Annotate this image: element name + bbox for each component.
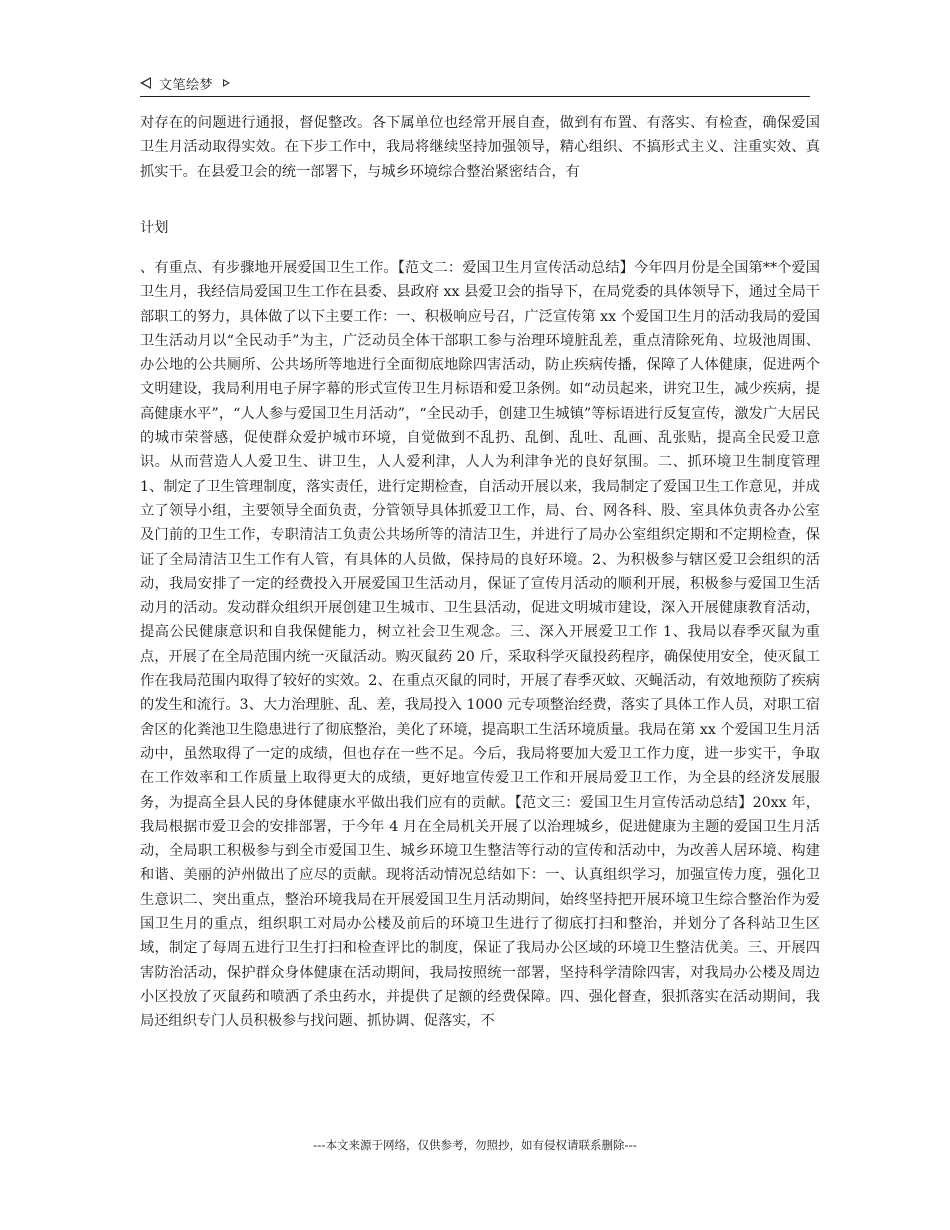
page-footer: ---本文来源于网络，仅供参考，勿照抄，如有侵权请联系删除---: [313, 1138, 637, 1152]
plan-label: 计划: [140, 220, 169, 236]
triangle-left-icon: [140, 77, 151, 89]
triangle-right-icon: [223, 79, 230, 87]
body-paragraph-1: 对存在的问题进行通报，督促整改。各下属单位也经常开展自查，做到有布置、有落实、有检查，确保爱国卫生月活动取得实效。在下步工作中，我局将继续坚持加强领导，精心组织、不搞形式主义、注重实效、真抓实干。在县爱卫会的统一部署下，与城乡环境综合整治紧密结合，有: [140, 115, 820, 180]
page-header: [140, 70, 810, 97]
header-brand: 文笔绘梦: [159, 77, 214, 93]
body-paragraph-2: 、有重点、有步骤地开展爱国卫生工作。【范文二：爱国卫生月宣传活动总结】今年四月份是全国第**个爱国卫生月，我经信局爱国卫生工作在县委、县政府 xx 县爱卫会的指导下，在局党委的具体领导下，通过全局干部职工的努力，具体做了以下主要工作：一、积极响应号召，广泛宣传第 xx 个爱国卫生月的活动我局的爱国卫生活动月以“全民动手”为主，广泛动员全体干部职工参与治理环境脏乱差，重点清除死角、垃圾池周围、办公地的公共厕所、公共场所等地进行全面彻底地除四害活动，防止疾病传播，保障了人体健康，促进两个文明建设，我局利用电子屏字幕的形式宣传卫生月标语和爱卫条例。如“动员起来，讲究卫生，减少疾病，提高健康水平”，“人人参与爱国卫生月活动”，“全民动手，创建卫生城镇”等标语进行反复宣传，激发广大居民的城市荣誉感，促使群众爱护城市环境，自觉做到不乱扔、乱倒、乱吐、乱画、乱张贴，提高全民爱卫意识。从而营造人人爱卫生、讲卫生，人人爱利津，人人为利津争光的良好氛围。二、抓环境卫生制度管理 1、制定了卫生管理制度，落实责任，进行定期检查，自活动开展以来，我局制定了爱国卫生工作意见，并成立了领导小组，主要领导全面负责，分管领导具体抓爱卫工作，局、台、网各科、股、室具体负责各办公室及门前的卫生工作，专职清洁工负责公共场所等的清洁卫生，并进行了局办公室组织定期和不定期检查，保证了全局清洁卫生工作有人管，有具体的人员做，保持局的良好环境。2、为积极参与辖区爱卫会组织的活动，我局安排了一定的经费投入开展爱国卫生活动月，保证了宣传月活动的顺利开展，积极参与爱国卫生活动月的活动。发动群众组织开展创建卫生城市、卫生县活动，促进文明城市建设，深入开展健康教育活动，提高公民健康意识和自我保健能力，树立社会卫生观念。三、深入开展爱卫工作 1、我局以春季灭鼠为重点，开展了在全局范围内统一灭鼠活动。购灭鼠药 20 斤，采取科学灭鼠投药程序，确保使用安全，使灭鼠工作在我局范围内取得了较好的实效。2、在重点灭鼠的同时，开展了春季灭蚊、灭蝇活动，有效地预防了疾病的发生和流行。3、大力治理脏、乱、差，我局投入 1000 元专项整治经费，落实了具体工作人员，对职工宿舍区的化粪池卫生隐患进行了彻底整治，美化了环境，提高职工生活环境质量。我局在第 xx 个爱国卫生月活动中，虽然取得了一定的成绩，但也存在一些不足。今后，我局将要加大爱卫工作力度，进一步实干，争取在工作效率和工作质量上取得更大的成绩，更好地宣传爱卫工作和开展局爱卫工作，为全县的经济发展服务，为提高全县人民的身体健康水平做出我们应有的贡献。【范文三：爱国卫生月宣传活动总结】20xx 年，我局根据市爱卫会的安排部署，于今年 4 月在全局机关开展了以治理城乡，促进健康为主题的爱国卫生月活动，全局职工积极参与到全市爱国卫生、城乡环境卫生整洁等行动的宣传和活动中，为改善人居环境、构建和谐、美丽的泸州做出了应尽的贡献。现将活动情况总结如下：一、认真组织学习，加强宣传力度，强化卫生意识二、突出重点，整治环境我局在开展爱国卫生月活动期间，始终坚持把开展环境卫生综合整治作为爱国卫生月的重点，组织职工对局办公楼及前后的环境卫生进行了彻底打扫和整治，并划分了各科站卫生区域，制定了每周五进行卫生打扫和检查评比的制度，保证了我局办公区域的环境卫生整洁优美。三、开展四害防治活动，保护群众身体健康在活动期间，我局按照统一部署，坚持科学清除四害，对我局办公楼及周边小区投放了灭鼠药和喷洒了杀虫药水，并提供了足额的经费保障。四、强化督查，狠抓落实在活动期间，我局还组织专门人员积极参与找问题、抓协调、促落实，不: [140, 260, 820, 1030]
